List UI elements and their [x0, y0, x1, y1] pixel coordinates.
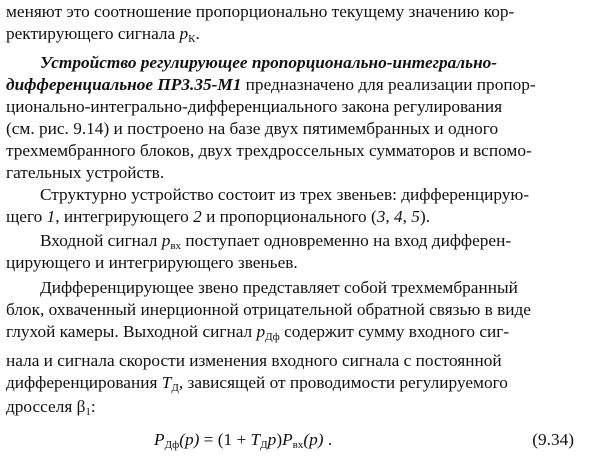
text-line: трехмембранного блоков, двух трехдроссельных сумматоров и вспомо-: [6, 141, 532, 160]
text-line: цирующего и интегрирующего звеньев.: [6, 253, 298, 272]
equation: $P_{Дф}(p) = (1 + T_Дp)P_{вх}(p)$ .: [154, 430, 333, 451]
text-line: (см. рис. 9.14) и построено на базе двух пятимембранных и одного: [6, 119, 499, 138]
text-line: Входной сигнал $p_{вх}$ поступает одновременно на вход дифферен-: [40, 231, 512, 252]
symbol-p: p: [161, 231, 171, 250]
symbol-T: T: [161, 373, 172, 392]
text-line: ционально-интегрально-дифференциального закона регулирования: [6, 97, 503, 116]
equation-number: (9.34): [532, 430, 574, 449]
text-line: дифференцирования $T_Д$, зависящей от проводимости регулируемого: [6, 373, 508, 394]
text-line: блок, охваченный инерционной отрицательной обратной связью в виде: [6, 300, 531, 319]
symbol-beta: β: [76, 397, 86, 416]
device-title-line: [40, 52, 497, 74]
text-line: глухой камеры. Выходной сигнал $p_{Дф}$ содержит сумму входного сиг-: [6, 322, 510, 343]
text-line: Дифференцирующее звено представляет собой трехмембранный: [40, 278, 518, 297]
device-title: Устройство регулирующее пропорционально-интегрально-: [40, 53, 498, 72]
text-line: нала и сигнала скорости изменения входного сигнала с постоянной: [6, 351, 502, 370]
text-line: меняют это соотношение пропорционально текущему значению кор-: [6, 2, 515, 21]
text-line: дифференциальное ПР3.35-М1 предназначено для реализации пропор-: [6, 75, 536, 94]
text-line: дросселя $\beta_1$:: [6, 397, 96, 418]
symbol-p: p: [256, 322, 266, 341]
symbol-p: p: [179, 24, 189, 43]
text-line: Структурно устройство состоит из трех звеньев: дифференцирую-: [40, 185, 530, 204]
text-line: щего 1, интегрирующего 2 и пропорционального (3, 4, 5).: [6, 207, 431, 226]
text-line: ректирующего сигнала $p_К$.: [6, 24, 200, 45]
text-line: гательных устройств.: [6, 163, 165, 182]
device-name: дифференциальное ПР3.35-М1: [6, 75, 242, 94]
